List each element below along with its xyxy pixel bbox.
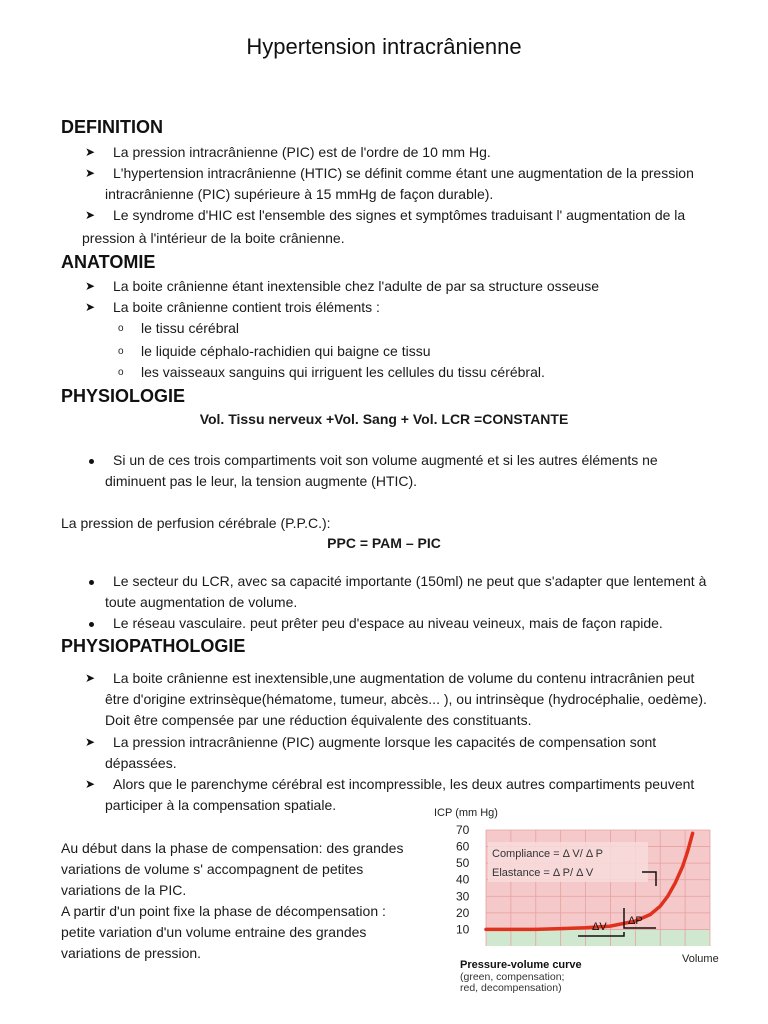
elastance-annotation: Elastance = Δ P/ Δ V [492, 867, 594, 879]
delta-p-label: ΔP [628, 915, 643, 927]
physiologie-para-1: Si un de ces trois compartiments voit son volume augmenté et si les autres éléments ne [113, 452, 658, 468]
arrow-bullet-icon: ➤ [85, 166, 96, 180]
anatomie-sub-3: les vaisseaux sanguins qui irriguent les cellules du tissu cérébral. [141, 364, 545, 380]
arrow-bullet-icon: ➤ [85, 777, 96, 791]
anatomie-sub-2: le liquide céphalo-rachidien qui baigne ce tissu [141, 343, 431, 359]
physiopathologie-bullet-2-cont: dépassées. [105, 755, 177, 771]
round-bullet-icon [89, 622, 94, 627]
definition-bullet-2: L'hypertension intracrânienne (HTIC) se définit comme étant une augmentation de la pression [113, 165, 694, 181]
anatomie-bullet-1: La boite crânienne étant inextensible chez l'adulte de par sa structure osseuse [113, 278, 599, 294]
circle-bullet-icon: o [118, 323, 124, 334]
pressure-volume-chart [428, 800, 768, 1000]
compensation-text-4: A partir d'un point fixe la phase de décompensation : [61, 903, 386, 919]
section-heading-physiologie: PHYSIOLOGIE [61, 386, 186, 406]
chart-subtitle-2: red, decompensation) [460, 982, 562, 994]
round-bullet-icon [89, 459, 94, 464]
chart-title: Pressure-volume curve [460, 959, 582, 971]
y-tick-label: 50 [456, 856, 470, 871]
circle-bullet-icon: o [118, 346, 124, 357]
physiopathologie-bullet-1-cont-a: être d'origine extrinsèque(hématome, tumeur, abcès... ), ou intrinsèque (hydrocéphalie, oedème). [105, 691, 707, 707]
physiologie-para-1-cont: diminuent pas le leur, la tension augmente (HTIC). [105, 473, 418, 489]
y-tick-label: 30 [456, 889, 470, 904]
circle-bullet-icon: o [118, 367, 124, 378]
compensation-text-3: variations de la PIC. [61, 882, 187, 898]
arrow-bullet-icon: ➤ [85, 300, 96, 314]
y-tick-label: 60 [456, 839, 470, 854]
x-axis-label: Volume [682, 953, 719, 965]
compensation-text-1: Au début dans la phase de compensation: des grandes [61, 840, 404, 856]
physiologie-para-2-cont: toute augmentation de volume. [105, 594, 298, 610]
arrow-bullet-icon: ➤ [85, 735, 96, 749]
section-heading-definition: DEFINITION [61, 117, 163, 137]
ppc-formula: PPC = PAM – PIC [327, 535, 441, 551]
arrow-bullet-icon: ➤ [85, 279, 96, 293]
round-bullet-icon [89, 580, 94, 585]
anatomie-bullet-2: La boite crânienne contient trois éléments : [113, 299, 380, 315]
y-tick-label: 20 [456, 905, 470, 920]
compensation-text-5: petite variation d'un volume entraine des grandes [61, 924, 367, 940]
physiologie-para-3: Le réseau vasculaire. peut prêter peu d'espace au niveau veineux, mais de façon rapide. [113, 615, 663, 631]
anatomie-sub-1: le tissu cérébral [141, 320, 240, 336]
y-tick-label: 70 [456, 823, 470, 837]
y-tick-label: 40 [456, 872, 470, 887]
compensation-text-2: variations de volume s' accompagnent de petites [61, 861, 364, 877]
section-heading-physiopathologie: PHYSIOPATHOLOGIE [61, 636, 246, 656]
volume-formula: Vol. Tissu nerveux +Vol. Sang + Vol. LCR =CONSTANTE [199, 411, 569, 427]
ppc-label: La pression de perfusion cérébrale (P.P.C.): [61, 515, 331, 531]
section-heading-anatomie: ANATOMIE [61, 252, 156, 272]
compliance-annotation: Compliance = Δ V/ Δ P [492, 848, 603, 860]
definition-bullet-3-cont: pression à l'intérieur de la boite crânienne. [82, 230, 345, 246]
delta-v-label: ΔV [592, 921, 607, 933]
physiopathologie-bullet-3: Alors que le parenchyme cérébral est incompressible, les deux autres compartiments peuvent [113, 776, 695, 792]
physiopathologie-bullet-1: La boite crânienne est inextensible,une augmentation de volume du contenu intracrânien peut [113, 670, 695, 686]
physiopathologie-bullet-2: La pression intracrânienne (PIC) augmente lorsque les capacités de compensation sont [113, 734, 657, 750]
compensation-text-6: variations de pression. [61, 945, 202, 961]
y-tick-labels [456, 823, 470, 936]
definition-bullet-1: La pression intracrânienne (PIC) est de l'ordre de 10 mm Hg. [113, 144, 491, 160]
physiopathologie-bullet-3-cont: participer à la compensation spatiale. [105, 797, 337, 813]
arrow-bullet-icon: ➤ [85, 671, 96, 685]
physiologie-para-2: Le secteur du LCR, avec sa capacité importante (150ml) ne peut que s'adapter que lentement à [113, 573, 707, 589]
pressure-volume-chart-svg [428, 800, 768, 1000]
definition-bullet-2-cont: intracrânienne (PIC) supérieure à 15 mmHg de façon durable). [105, 186, 494, 202]
arrow-bullet-icon: ➤ [85, 145, 96, 159]
y-axis-label: ICP (mm Hg) [434, 807, 498, 819]
arrow-bullet-icon: ➤ [85, 208, 96, 222]
chart-subtitle-1: (green, compensation; [460, 971, 565, 983]
physiopathologie-bullet-1-cont-b: Doit être compensée par une réduction équivalente des constituants. [105, 712, 532, 728]
y-tick-label: 10 [456, 922, 470, 937]
definition-bullet-3: Le syndrome d'HIC est l'ensemble des signes et symptômes traduisant l' augmentation de la [113, 207, 686, 223]
page-title: Hypertension intracrânienne [246, 34, 522, 59]
